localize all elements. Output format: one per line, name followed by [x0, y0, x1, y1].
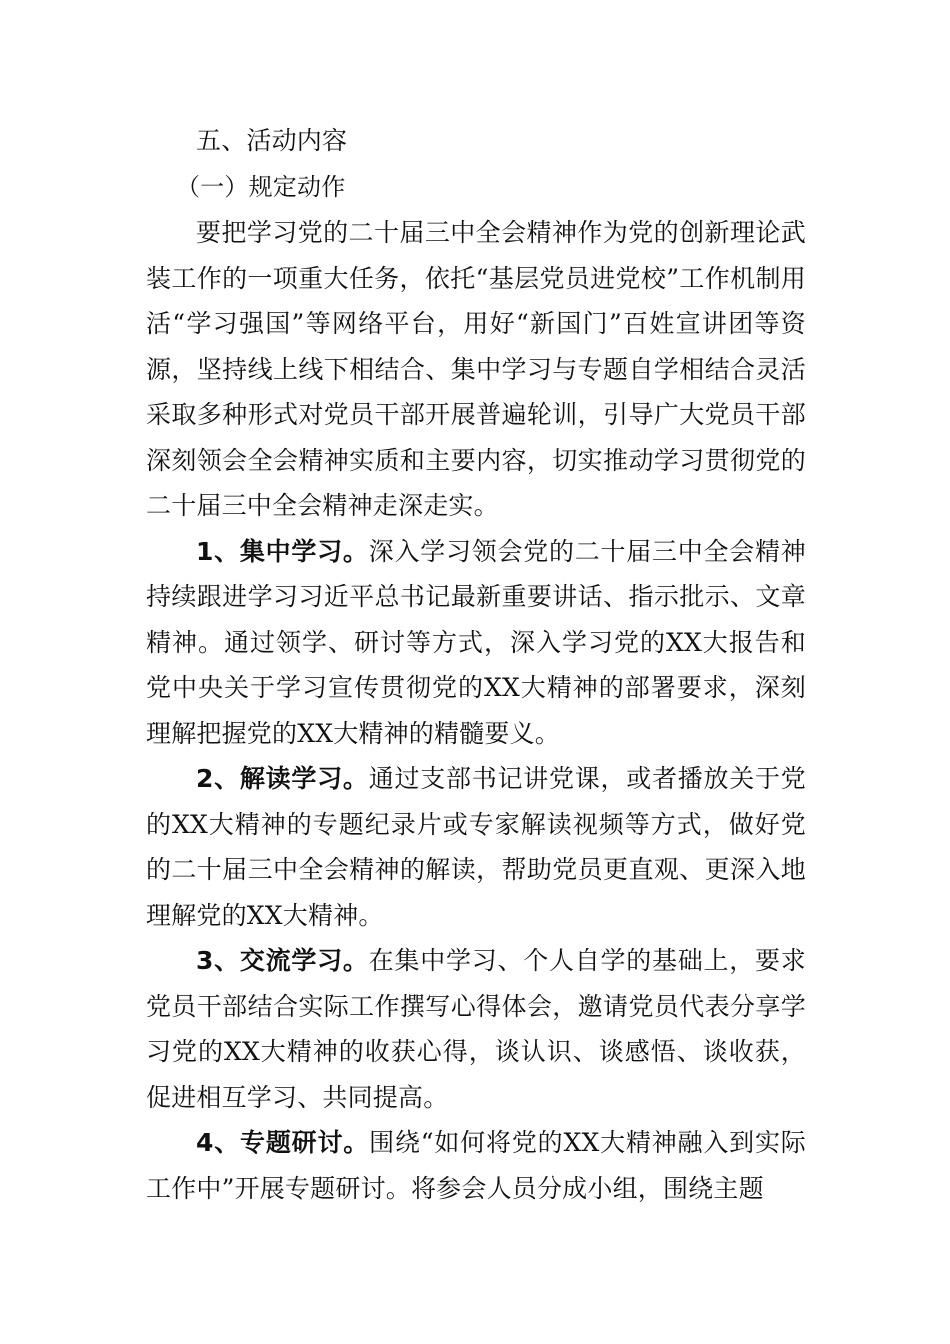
- sub-heading: （一）规定动作: [176, 173, 346, 201]
- item-paragraph-3: [146, 938, 806, 1120]
- item-title-1: 1、集中学习。: [196, 536, 369, 566]
- item-paragraph-1: [146, 529, 806, 757]
- document-body: [146, 118, 806, 1211]
- item-text-2: 通过支部书记讲党课，或者播放关于党的XX大精神的专题纪录片或专家解读视频等方式，做好党的二十届三中全会精神的解读，帮助党员更直观、更深入地理解党的XX大精神。: [146, 764, 807, 930]
- intro-paragraph: 要把学习党的二十届三中全会精神作为党的创新理论武装工作的一项重大任务，依托“基层党员进党校”工作机制用活“学习强国”等网络平台，用好“新国门”百姓宣讲团等资源，坚持线上线下相结合、集中学习与专题自学相结合灵活采取多种形式对党员干部开展普遍轮训，引导广大党员干部深刻领会全会精神实质和主要内容，切实推动学习贯彻党的二十届三中全会精神走深走实。: [146, 218, 806, 520]
- item-text-3: 在集中学习、个人自学的基础上，要求党员干部结合实际工作撰写心得体会，邀请党员代表分享学习党的XX大精神的收获心得，谈认识、谈感悟、谈收获，促进相互学习、共同提高。: [146, 946, 807, 1112]
- item-title-4: 4、专题研讨。: [196, 1128, 370, 1157]
- item-paragraph-2: [146, 756, 806, 938]
- item-title-3: 3、交流学习。: [196, 946, 369, 975]
- section-heading: 五、活动内容: [196, 126, 348, 155]
- item-title-2: 2、解读学习。: [196, 764, 369, 793]
- item-text-4: 围绕“如何将党的XX大精神融入到实际工作中”开展专题研讨。将参会人员分成小组，围绕主题: [146, 1128, 806, 1203]
- item-paragraph-4: [146, 1120, 806, 1211]
- item-text-1: 深入学习领会党的二十届三中全会精神持续跟进学习习近平总书记最新重要讲话、指示批示、文章精神。通过领学、研讨等方式，深入学习党的XX大报告和党中央关于学习宣传贯彻党的XX大精神的部署要求，深刻理解把握党的XX大精神的精髓要义。: [146, 536, 807, 748]
